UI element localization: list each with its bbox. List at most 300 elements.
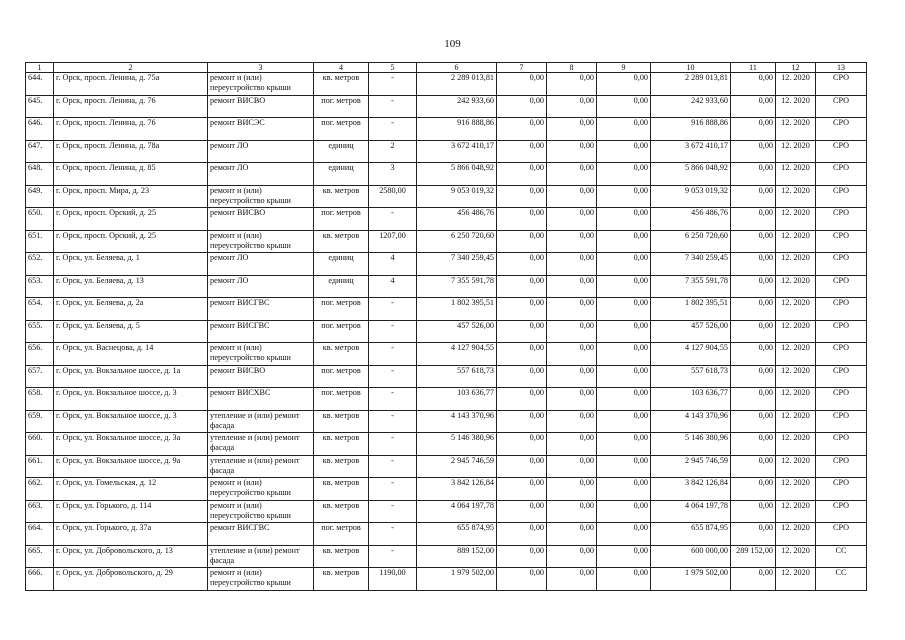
row-number-cell: 658. (26, 388, 54, 411)
other-funds-cell: 0,00 (731, 410, 776, 433)
fund-method-cell: СС (816, 568, 867, 591)
fund-cell: 0,00 (497, 568, 547, 591)
quantity-cell: 1190,00 (369, 568, 417, 591)
table-row (26, 185, 867, 208)
total-cost-cell: 5 866 048,92 (417, 163, 497, 186)
fund-method-cell: СРО (816, 500, 867, 523)
table-body (26, 73, 867, 591)
table-row (26, 433, 867, 456)
total-cost-cell: 557 618,73 (417, 365, 497, 388)
total-cost-cell: 7 355 591,78 (417, 275, 497, 298)
deadline-cell: 12. 2020 (776, 500, 816, 523)
work-type-cell: ремонт и (или) переустройство крыши (208, 343, 314, 366)
fund-method-cell: СРО (816, 140, 867, 163)
fund-method-cell: СРО (816, 208, 867, 231)
owner-funds-cell: 5 866 048,92 (651, 163, 731, 186)
quantity-cell: 3 (369, 163, 417, 186)
fund-cell: 0,00 (597, 208, 651, 231)
table-row (26, 140, 867, 163)
fund-cell: 0,00 (497, 545, 547, 568)
address-cell: г. Орск, ул. Гомельская, д. 12 (54, 478, 208, 501)
fund-cell: 0,00 (547, 230, 597, 253)
total-cost-cell: 4 143 370,96 (417, 410, 497, 433)
row-number-cell: 644. (26, 73, 54, 96)
owner-funds-cell: 1 979 502,00 (651, 568, 731, 591)
quantity-cell: - (369, 95, 417, 118)
fund-cell: 0,00 (597, 455, 651, 478)
quantity-cell: - (369, 433, 417, 456)
fund-cell: 0,00 (597, 230, 651, 253)
fund-cell: 0,00 (547, 343, 597, 366)
owner-funds-cell: 3 672 410,17 (651, 140, 731, 163)
other-funds-cell: 0,00 (731, 208, 776, 231)
total-cost-cell: 2 289 013,81 (417, 73, 497, 96)
quantity-cell: - (369, 118, 417, 141)
fund-method-cell: СРО (816, 388, 867, 411)
quantity-cell: - (369, 410, 417, 433)
fund-cell: 0,00 (497, 523, 547, 546)
fund-cell: 0,00 (597, 343, 651, 366)
other-funds-cell: 0,00 (731, 230, 776, 253)
total-cost-cell: 5 146 380,96 (417, 433, 497, 456)
column-header: 3 (208, 63, 314, 73)
other-funds-cell: 0,00 (731, 455, 776, 478)
column-header: 6 (417, 63, 497, 73)
fund-cell: 0,00 (497, 208, 547, 231)
fund-cell: 0,00 (497, 388, 547, 411)
fund-method-cell: СРО (816, 185, 867, 208)
page-number: 109 (444, 38, 461, 50)
address-cell: г. Орск, ул. Беляева, д. 5 (54, 320, 208, 343)
row-number-cell: 656. (26, 343, 54, 366)
work-type-cell: ремонт ВИСВО (208, 95, 314, 118)
row-number-cell: 651. (26, 230, 54, 253)
other-funds-cell: 0,00 (731, 320, 776, 343)
table-row (26, 230, 867, 253)
deadline-cell: 12. 2020 (776, 208, 816, 231)
work-type-cell: ремонт и (или) переустройство крыши (208, 73, 314, 96)
total-cost-cell: 457 526,00 (417, 320, 497, 343)
address-cell: г. Орск, просп. Ленина, д. 75а (54, 73, 208, 96)
address-cell: г. Орск, ул. Вокзальное шоссе, д. 3 (54, 410, 208, 433)
fund-cell: 0,00 (497, 478, 547, 501)
other-funds-cell: 0,00 (731, 365, 776, 388)
quantity-cell: - (369, 455, 417, 478)
deadline-cell: 12. 2020 (776, 478, 816, 501)
fund-cell: 0,00 (547, 73, 597, 96)
table-row (26, 275, 867, 298)
work-type-cell: ремонт и (или) переустройство крыши (208, 478, 314, 501)
fund-cell: 0,00 (497, 433, 547, 456)
table-row (26, 388, 867, 411)
unit-cell: пог. метров (314, 320, 369, 343)
work-type-cell: ремонт и (или) переустройство крыши (208, 500, 314, 523)
fund-cell: 0,00 (597, 365, 651, 388)
other-funds-cell: 0,00 (731, 118, 776, 141)
quantity-cell: 1207,00 (369, 230, 417, 253)
fund-method-cell: СРО (816, 478, 867, 501)
fund-method-cell: СРО (816, 230, 867, 253)
address-cell: г. Орск, ул. Добровольского, д. 29 (54, 568, 208, 591)
fund-method-cell: СС (816, 545, 867, 568)
row-number-cell: 663. (26, 500, 54, 523)
fund-method-cell: СРО (816, 95, 867, 118)
unit-cell: единиц (314, 275, 369, 298)
column-header: 10 (651, 63, 731, 73)
fund-cell: 0,00 (547, 455, 597, 478)
deadline-cell: 12. 2020 (776, 118, 816, 141)
table-row (26, 163, 867, 186)
fund-cell: 0,00 (547, 523, 597, 546)
quantity-cell: - (369, 365, 417, 388)
fund-cell: 0,00 (597, 185, 651, 208)
work-type-cell: ремонт ЛО (208, 140, 314, 163)
address-cell: г. Орск, ул. Беляева, д. 1 (54, 253, 208, 276)
owner-funds-cell: 2 945 746,59 (651, 455, 731, 478)
row-number-cell: 666. (26, 568, 54, 591)
deadline-cell: 12. 2020 (776, 140, 816, 163)
work-type-cell: ремонт ЛО (208, 275, 314, 298)
unit-cell: пог. метров (314, 388, 369, 411)
fund-cell: 0,00 (497, 500, 547, 523)
total-cost-cell: 1 979 502,00 (417, 568, 497, 591)
work-type-cell: ремонт и (или) переустройство крыши (208, 568, 314, 591)
fund-cell: 0,00 (597, 163, 651, 186)
work-type-cell: утепление и (или) ремонт фасада (208, 433, 314, 456)
column-header: 2 (54, 63, 208, 73)
fund-method-cell: СРО (816, 275, 867, 298)
owner-funds-cell: 7 340 259,45 (651, 253, 731, 276)
total-cost-cell: 889 152,00 (417, 545, 497, 568)
quantity-cell: 4 (369, 253, 417, 276)
deadline-cell: 12. 2020 (776, 568, 816, 591)
total-cost-cell: 103 636,77 (417, 388, 497, 411)
deadline-cell: 12. 2020 (776, 275, 816, 298)
other-funds-cell: 0,00 (731, 343, 776, 366)
deadline-cell: 12. 2020 (776, 523, 816, 546)
unit-cell: пог. метров (314, 118, 369, 141)
deadline-cell: 12. 2020 (776, 433, 816, 456)
row-number-cell: 648. (26, 163, 54, 186)
unit-cell: пог. метров (314, 523, 369, 546)
fund-cell: 0,00 (497, 298, 547, 321)
fund-cell: 0,00 (497, 185, 547, 208)
row-number-cell: 650. (26, 208, 54, 231)
other-funds-cell: 0,00 (731, 500, 776, 523)
fund-cell: 0,00 (597, 118, 651, 141)
work-type-cell: ремонт и (или) переустройство крыши (208, 185, 314, 208)
fund-cell: 0,00 (547, 118, 597, 141)
address-cell: г. Орск, ул. Вокзальное шоссе, д. 1а (54, 365, 208, 388)
fund-cell: 0,00 (497, 410, 547, 433)
fund-cell: 0,00 (547, 410, 597, 433)
fund-method-cell: СРО (816, 118, 867, 141)
table-row (26, 298, 867, 321)
fund-cell: 0,00 (597, 433, 651, 456)
column-header: 1 (26, 63, 54, 73)
work-type-cell: ремонт ВИСГВС (208, 298, 314, 321)
owner-funds-cell: 4 127 904,55 (651, 343, 731, 366)
other-funds-cell: 289 152,00 (731, 545, 776, 568)
other-funds-cell: 0,00 (731, 163, 776, 186)
fund-method-cell: СРО (816, 253, 867, 276)
other-funds-cell: 0,00 (731, 433, 776, 456)
unit-cell: кв. метров (314, 343, 369, 366)
fund-cell: 0,00 (597, 388, 651, 411)
quantity-cell: - (369, 478, 417, 501)
unit-cell: кв. метров (314, 500, 369, 523)
deadline-cell: 12. 2020 (776, 253, 816, 276)
other-funds-cell: 0,00 (731, 95, 776, 118)
owner-funds-cell: 557 618,73 (651, 365, 731, 388)
unit-cell: кв. метров (314, 410, 369, 433)
total-cost-cell: 2 945 746,59 (417, 455, 497, 478)
unit-cell: кв. метров (314, 230, 369, 253)
fund-method-cell: СРО (816, 433, 867, 456)
fund-cell: 0,00 (547, 320, 597, 343)
fund-method-cell: СРО (816, 73, 867, 96)
quantity-cell: - (369, 343, 417, 366)
quantity-cell: - (369, 320, 417, 343)
total-cost-cell: 456 486,76 (417, 208, 497, 231)
unit-cell: единиц (314, 253, 369, 276)
address-cell: г. Орск, просп. Мира, д. 23 (54, 185, 208, 208)
fund-cell: 0,00 (597, 523, 651, 546)
deadline-cell: 12. 2020 (776, 185, 816, 208)
quantity-cell: - (369, 523, 417, 546)
fund-cell: 0,00 (597, 500, 651, 523)
fund-cell: 0,00 (547, 140, 597, 163)
owner-funds-cell: 4 064 197,78 (651, 500, 731, 523)
fund-cell: 0,00 (597, 73, 651, 96)
fund-method-cell: СРО (816, 163, 867, 186)
quantity-cell: 2 (369, 140, 417, 163)
work-type-cell: ремонт ЛО (208, 163, 314, 186)
owner-funds-cell: 5 146 380,96 (651, 433, 731, 456)
deadline-cell: 12. 2020 (776, 455, 816, 478)
quantity-cell: - (369, 298, 417, 321)
table-row (26, 365, 867, 388)
row-number-cell: 655. (26, 320, 54, 343)
fund-method-cell: СРО (816, 365, 867, 388)
work-type-cell: ремонт ВИСВО (208, 208, 314, 231)
column-header: 5 (369, 63, 417, 73)
fund-method-cell: СРО (816, 523, 867, 546)
quantity-cell: - (369, 545, 417, 568)
deadline-cell: 12. 2020 (776, 230, 816, 253)
unit-cell: кв. метров (314, 568, 369, 591)
address-cell: г. Орск, ул. Вокзальное шоссе, д. 3а (54, 433, 208, 456)
deadline-cell: 12. 2020 (776, 163, 816, 186)
work-type-cell: ремонт ВИСЭС (208, 118, 314, 141)
total-cost-cell: 242 933,60 (417, 95, 497, 118)
deadline-cell: 12. 2020 (776, 388, 816, 411)
fund-cell: 0,00 (597, 320, 651, 343)
fund-cell: 0,00 (547, 275, 597, 298)
row-number-cell: 646. (26, 118, 54, 141)
row-number-cell: 647. (26, 140, 54, 163)
fund-cell: 0,00 (597, 568, 651, 591)
fund-method-cell: СРО (816, 320, 867, 343)
address-cell: г. Орск, ул. Беляева, д. 2а (54, 298, 208, 321)
fund-cell: 0,00 (497, 163, 547, 186)
fund-cell: 0,00 (547, 298, 597, 321)
unit-cell: кв. метров (314, 433, 369, 456)
work-type-cell: ремонт ВИСГВС (208, 523, 314, 546)
unit-cell: пог. метров (314, 95, 369, 118)
owner-funds-cell: 1 802 395,51 (651, 298, 731, 321)
address-cell: г. Орск, просп. Ленина, д. 85 (54, 163, 208, 186)
unit-cell: единиц (314, 163, 369, 186)
fund-cell: 0,00 (597, 298, 651, 321)
total-cost-cell: 655 874,95 (417, 523, 497, 546)
unit-cell: пог. метров (314, 298, 369, 321)
deadline-cell: 12. 2020 (776, 410, 816, 433)
row-number-cell: 664. (26, 523, 54, 546)
row-number-cell: 653. (26, 275, 54, 298)
row-number-cell: 645. (26, 95, 54, 118)
table-row (26, 118, 867, 141)
fund-cell: 0,00 (547, 545, 597, 568)
deadline-cell: 12. 2020 (776, 298, 816, 321)
deadline-cell: 12. 2020 (776, 95, 816, 118)
row-number-cell: 657. (26, 365, 54, 388)
column-header: 12 (776, 63, 816, 73)
fund-cell: 0,00 (497, 73, 547, 96)
row-number-cell: 654. (26, 298, 54, 321)
address-cell: г. Орск, просп. Орский, д. 25 (54, 230, 208, 253)
unit-cell: кв. метров (314, 73, 369, 96)
other-funds-cell: 0,00 (731, 73, 776, 96)
other-funds-cell: 0,00 (731, 388, 776, 411)
fund-cell: 0,00 (547, 185, 597, 208)
other-funds-cell: 0,00 (731, 275, 776, 298)
work-type-cell: ремонт ВИСГВС (208, 320, 314, 343)
unit-cell: кв. метров (314, 185, 369, 208)
row-number-cell: 662. (26, 478, 54, 501)
quantity-cell: - (369, 388, 417, 411)
other-funds-cell: 0,00 (731, 298, 776, 321)
fund-cell: 0,00 (547, 433, 597, 456)
owner-funds-cell: 242 933,60 (651, 95, 731, 118)
unit-cell: пог. метров (314, 365, 369, 388)
other-funds-cell: 0,00 (731, 140, 776, 163)
owner-funds-cell: 2 289 013,81 (651, 73, 731, 96)
table-row (26, 500, 867, 523)
other-funds-cell: 0,00 (731, 523, 776, 546)
total-cost-cell: 1 802 395,51 (417, 298, 497, 321)
address-cell: г. Орск, ул. Горького, д. 37а (54, 523, 208, 546)
address-cell: г. Орск, ул. Васнецова, д. 14 (54, 343, 208, 366)
quantity-cell: - (369, 500, 417, 523)
row-number-cell: 659. (26, 410, 54, 433)
fund-cell: 0,00 (597, 545, 651, 568)
quantity-cell: - (369, 73, 417, 96)
address-cell: г. Орск, ул. Горького, д. 114 (54, 500, 208, 523)
total-cost-cell: 9 053 019,32 (417, 185, 497, 208)
fund-cell: 0,00 (597, 140, 651, 163)
fund-method-cell: СРО (816, 410, 867, 433)
owner-funds-cell: 6 250 720,60 (651, 230, 731, 253)
deadline-cell: 12. 2020 (776, 365, 816, 388)
total-cost-cell: 6 250 720,60 (417, 230, 497, 253)
column-header: 13 (816, 63, 867, 73)
table-row (26, 523, 867, 546)
owner-funds-cell: 9 053 019,32 (651, 185, 731, 208)
column-header: 11 (731, 63, 776, 73)
owner-funds-cell: 600 000,00 (651, 545, 731, 568)
fund-method-cell: СРО (816, 343, 867, 366)
fund-cell: 0,00 (547, 95, 597, 118)
address-cell: г. Орск, ул. Вокзальное шоссе, д. 9а (54, 455, 208, 478)
table-row (26, 95, 867, 118)
total-cost-cell: 3 842 126,84 (417, 478, 497, 501)
row-number-cell: 661. (26, 455, 54, 478)
fund-cell: 0,00 (497, 140, 547, 163)
total-cost-cell: 916 888,86 (417, 118, 497, 141)
work-type-cell: утепление и (или) ремонт фасада (208, 545, 314, 568)
fund-cell: 0,00 (597, 410, 651, 433)
deadline-cell: 12. 2020 (776, 73, 816, 96)
work-type-cell: утепление и (или) ремонт фасада (208, 455, 314, 478)
quantity-cell: 2580,00 (369, 185, 417, 208)
fund-method-cell: СРО (816, 298, 867, 321)
work-type-cell: ремонт ВИСХВС (208, 388, 314, 411)
fund-cell: 0,00 (547, 568, 597, 591)
work-type-cell: ремонт ВИСВО (208, 365, 314, 388)
other-funds-cell: 0,00 (731, 478, 776, 501)
owner-funds-cell: 916 888,86 (651, 118, 731, 141)
fund-cell: 0,00 (497, 320, 547, 343)
fund-cell: 0,00 (597, 95, 651, 118)
deadline-cell: 12. 2020 (776, 320, 816, 343)
total-cost-cell: 3 672 410,17 (417, 140, 497, 163)
owner-funds-cell: 103 636,77 (651, 388, 731, 411)
table-row (26, 73, 867, 96)
table-row (26, 478, 867, 501)
fund-cell: 0,00 (597, 253, 651, 276)
table-row (26, 455, 867, 478)
table-row (26, 208, 867, 231)
row-number-cell: 649. (26, 185, 54, 208)
address-cell: г. Орск, ул. Вокзальное шоссе, д. 3 (54, 388, 208, 411)
fund-cell: 0,00 (597, 275, 651, 298)
fund-method-cell: СРО (816, 455, 867, 478)
unit-cell: пог. метров (314, 208, 369, 231)
quantity-cell: 4 (369, 275, 417, 298)
unit-cell: кв. метров (314, 478, 369, 501)
address-cell: г. Орск, ул. Беляева, д. 13 (54, 275, 208, 298)
owner-funds-cell: 4 143 370,96 (651, 410, 731, 433)
table-row (26, 320, 867, 343)
deadline-cell: 12. 2020 (776, 343, 816, 366)
fund-cell: 0,00 (547, 500, 597, 523)
work-type-cell: ремонт и (или) переустройство крыши (208, 230, 314, 253)
work-type-cell: ремонт ЛО (208, 253, 314, 276)
table-row (26, 545, 867, 568)
total-cost-cell: 4 064 197,78 (417, 500, 497, 523)
fund-cell: 0,00 (497, 230, 547, 253)
fund-cell: 0,00 (497, 118, 547, 141)
fund-cell: 0,00 (597, 478, 651, 501)
other-funds-cell: 0,00 (731, 253, 776, 276)
fund-cell: 0,00 (497, 253, 547, 276)
capital-repair-table (25, 62, 867, 591)
address-cell: г. Орск, ул. Добровольского, д. 13 (54, 545, 208, 568)
address-cell: г. Орск, просп. Ленина, д. 76 (54, 118, 208, 141)
address-cell: г. Орск, просп. Ленина, д. 78а (54, 140, 208, 163)
fund-cell: 0,00 (547, 163, 597, 186)
